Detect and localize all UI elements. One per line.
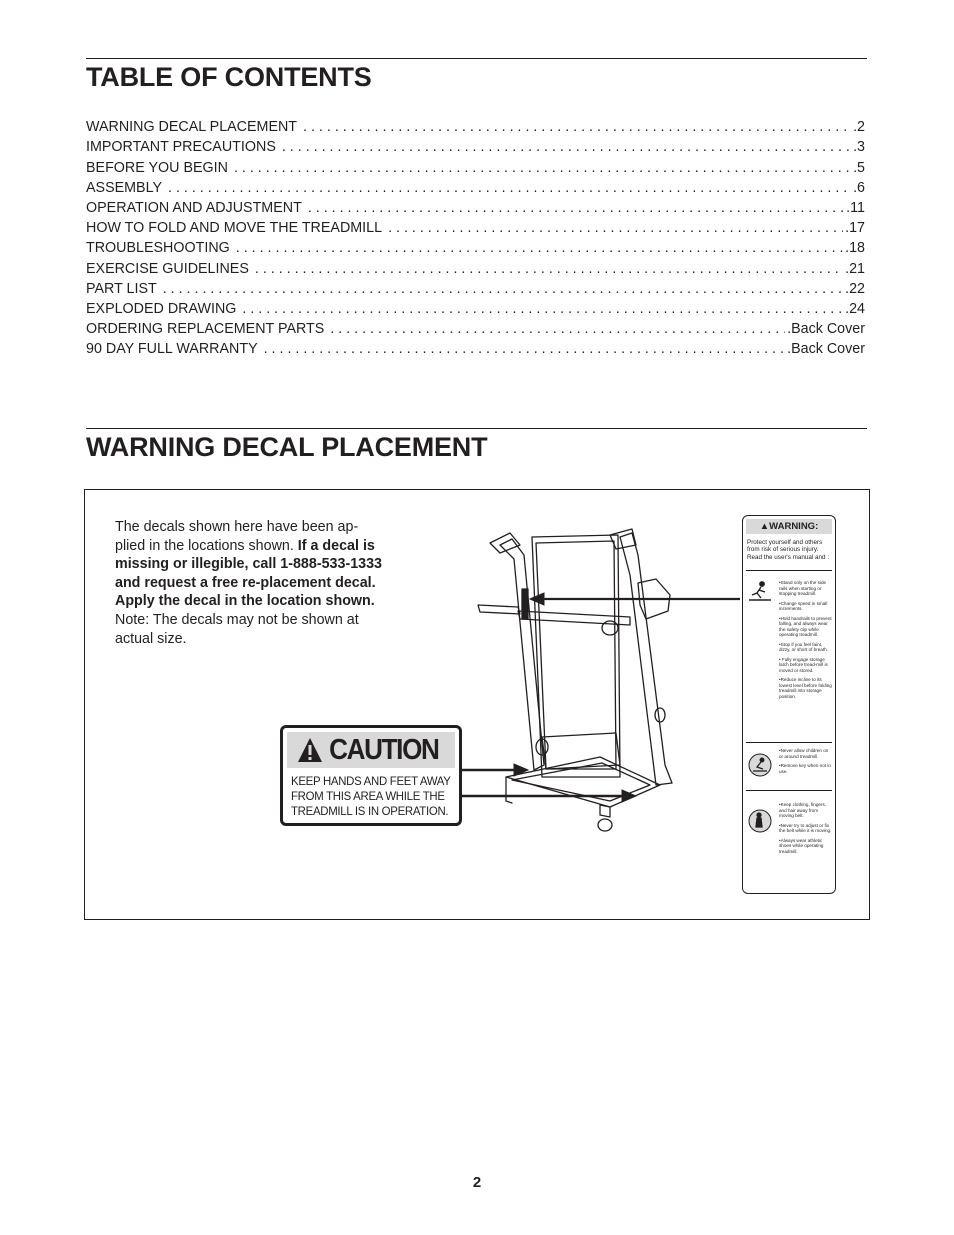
caution-line-3: TREADMILL IS IN OPERATION. — [291, 804, 449, 818]
intro-text-2: Note: The decals may not be shown at actual size. — [115, 611, 359, 647]
toc-leader-dots — [242, 299, 843, 319]
toc-leader-dots — [163, 279, 843, 299]
toc-entry-label: EXPLODED DRAWING — [86, 300, 237, 317]
toc-entry-label: PART LIST — [86, 280, 157, 297]
decal-instructions — [115, 518, 387, 648]
caution-message — [291, 774, 451, 819]
warning-item: •Stop if you feel faint, dizzy, or short of breath. — [779, 641, 828, 652]
toc-entry-page: .Back Cover — [787, 321, 865, 338]
toc-entry — [86, 137, 865, 157]
warning-items-2 — [779, 748, 833, 778]
toc-entry-page: .2 — [853, 119, 865, 136]
toc-entry-page: .24 — [845, 300, 865, 317]
toc-leader-dots — [330, 319, 785, 339]
toc-entry — [86, 299, 865, 319]
toc-entry-page: .6 — [853, 179, 865, 196]
toc-entry-label: OPERATION AND ADJUSTMENT — [86, 199, 302, 216]
toc-entry-page: .17 — [845, 220, 865, 237]
toc-entry-label: TROUBLESHOOTING — [86, 240, 230, 257]
toc-title: TABLE OF CONTENTS — [86, 62, 372, 92]
warning-triangle-icon — [297, 737, 323, 763]
toc-leader-dots — [303, 117, 851, 137]
page-number: 2 — [472, 1174, 482, 1191]
toc-entry — [86, 258, 865, 278]
warning-item: •Always wear athletic shoes while operating treadmill. — [779, 837, 824, 854]
warning-triangle-small-icon: ▲ — [759, 521, 770, 532]
toc-entry-page: .21 — [845, 260, 865, 277]
toc-leader-dots — [168, 178, 851, 198]
warning-item: •Never allow children on or around treadmill. — [779, 748, 829, 759]
caution-arrows — [462, 760, 642, 810]
section-title: WARNING DECAL PLACEMENT — [86, 432, 488, 462]
top-rule — [86, 58, 867, 59]
caution-line-2: FROM THIS AREA WHILE THE — [291, 789, 445, 803]
warning-items-1 — [779, 580, 833, 703]
toc-entry-page: .22 — [845, 280, 865, 297]
toc-list — [86, 117, 865, 359]
warning-intro: Protect yourself and others from risk of serious injury. Read the user's manual and : — [747, 539, 830, 561]
warning-items-3 — [779, 802, 833, 858]
toc-entry — [86, 117, 865, 137]
toc-entry — [86, 238, 865, 258]
warning-divider-3 — [746, 790, 832, 791]
toc-leader-dots — [282, 137, 851, 157]
toc-entry — [86, 339, 865, 359]
toc-entry — [86, 218, 865, 238]
toc-entry-page: .Back Cover — [787, 341, 865, 358]
toc-entry — [86, 178, 865, 198]
toc-entry-label: HOW TO FOLD AND MOVE THE TREADMILL — [86, 220, 383, 237]
person-falling-icon — [747, 578, 773, 604]
warning-item: •Hold handrails to prevent falling, and always wear the safety clip while operating treadmill. — [779, 615, 832, 637]
toc-leader-dots — [388, 218, 843, 238]
warning-heading — [746, 519, 832, 534]
decal-arrows — [530, 593, 740, 605]
warning-item: •Keep clothing, fingers, and hair away from moving belt. — [779, 802, 827, 818]
toc-entry-label: BEFORE YOU BEGIN — [86, 159, 228, 176]
toc-leader-dots — [255, 259, 843, 279]
toc-leader-dots — [264, 339, 786, 359]
intro-text-bold: If a decal is missing or illegible, call 1-888-533-1333 and request a free re-placement decal. Apply the decal in the location shown. — [115, 537, 383, 610]
toc-entry-page: .18 — [845, 240, 865, 257]
warning-item: •Remove key when not in use. — [779, 763, 831, 774]
right-upright — [620, 533, 672, 785]
caution-banner — [287, 732, 455, 768]
caution-decal — [280, 725, 462, 826]
warning-divider-2 — [746, 742, 832, 743]
section-rule — [86, 428, 867, 429]
toc-entry-page: .3 — [853, 139, 865, 156]
toc-leader-dots — [234, 158, 851, 178]
hand-caution-icon — [747, 808, 773, 834]
warning-item: •Stand only on the side rails when starting or stopping treadmill. — [779, 580, 827, 596]
warning-heading-text: WARNING: — [769, 521, 819, 532]
intro-text-1: The decals shown here have been ap-plied in the locations shown. — [115, 519, 359, 554]
warning-item: •Never try to adjust or fix the belt while it is moving. — [779, 822, 832, 833]
caution-heading: CAUTION — [329, 733, 439, 766]
handrail-crossbar — [478, 605, 520, 614]
toc-entry-label: IMPORTANT PRECAUTIONS — [86, 139, 276, 156]
toc-leader-dots — [236, 238, 843, 258]
toc-entry-page: .11 — [846, 199, 865, 216]
toc-entry — [86, 157, 865, 177]
warning-divider-1 — [746, 570, 832, 571]
warning-item: •Change speed in small increments. — [779, 600, 828, 611]
toc-entry-label: EXERCISE GUIDELINES — [86, 260, 249, 277]
caution-line-1: KEEP HANDS AND FEET AWAY — [291, 774, 451, 788]
toc-leader-dots — [308, 198, 844, 218]
toc-entry-label: 90 DAY FULL WARRANTY — [86, 341, 258, 358]
toc-entry-page: .5 — [853, 159, 865, 176]
toc-entry-label: ORDERING REPLACEMENT PARTS — [86, 321, 325, 338]
toc-entry — [86, 198, 865, 218]
toc-entry — [86, 319, 865, 339]
warning-decal — [742, 515, 836, 894]
warning-item: • Fully engage storage latch before tread-mill is moved or stored. — [779, 656, 828, 673]
warning-item: •Reduce incline to its lowest level before folding treadmill into storage position. — [779, 677, 832, 699]
no-children-icon — [747, 752, 773, 778]
toc-entry-label: WARNING DECAL PLACEMENT — [86, 119, 298, 136]
toc-entry-label: ASSEMBLY — [86, 179, 163, 196]
toc-entry — [86, 279, 865, 299]
